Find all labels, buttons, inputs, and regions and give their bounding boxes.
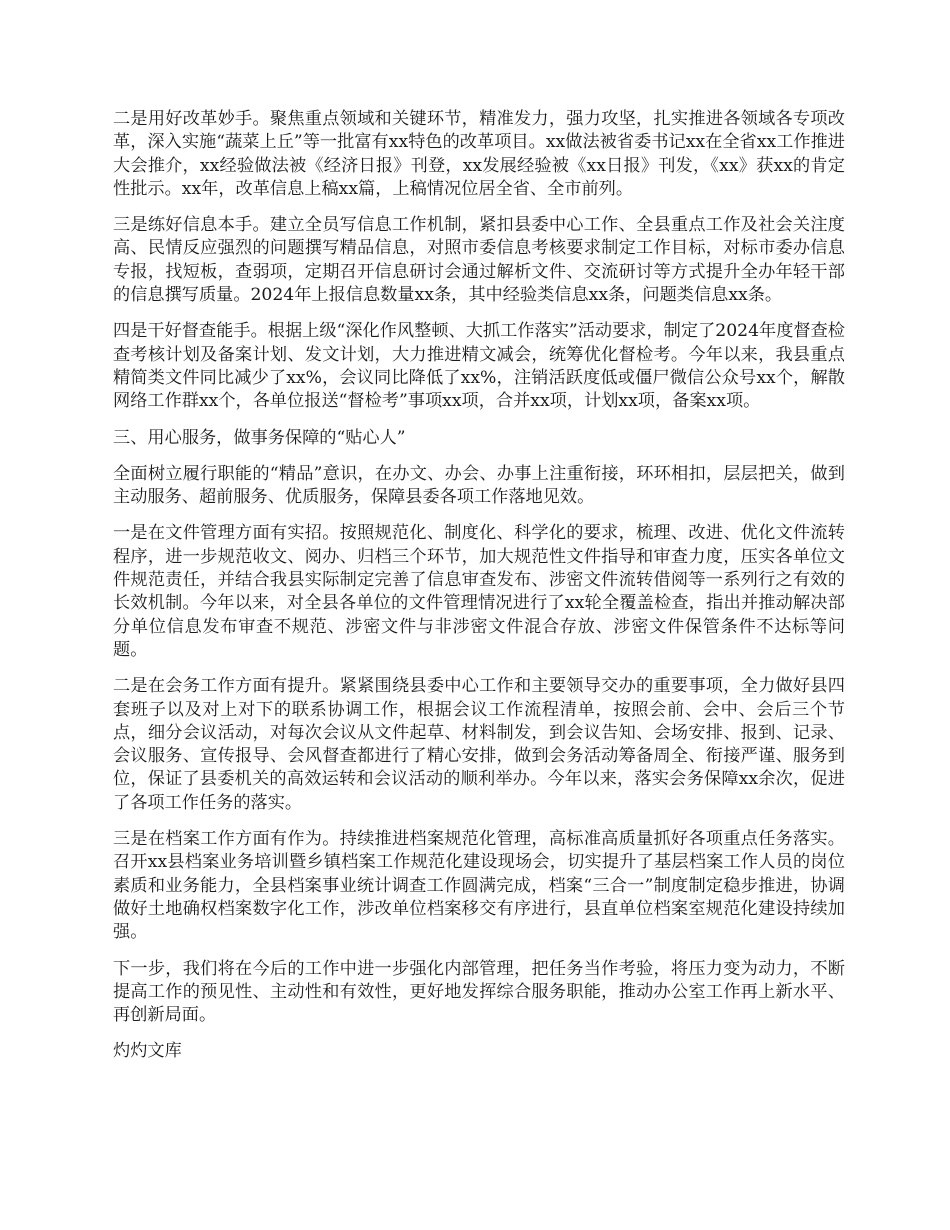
paragraph-supervision: 四是干好督查能手。根据上级“深化作风整顿、大抓工作落实”活动要求，制定了2024年度督查检查考核计划及备案计划、发文计划，大力推进精文减会，统筹优化督检考。今年以来，我县重点精简类文件同比减少了xx%，会议同比降低了xx%，注销活跃度低或僵尸微信公众号xx个，解散网络工作群xx个，各单位报送“督检考”事项xx项，合并xx项，计划xx项，备案xx项。: [113, 321, 845, 412]
section-heading-service: 三、用心服务，做事务保障的“贴心人”: [113, 427, 406, 448]
footer-source: 灼灼文库: [113, 1041, 182, 1062]
paragraph-next-steps: 下一步，我们将在今后的工作中进一步强化内部管理，把任务当作考验，将压力变为动力，不断提高工作的预见性、主动性和有效性，更好地发挥综合服务职能，推动办公室工作再上新水平、再创新局面。: [113, 958, 845, 1026]
paragraph-service-intro: 全面树立履行职能的“精品”意识，在办文、办会、办事上注重衔接，环环相扣，层层把关，做到主动服务、超前服务、优质服务，保障县委各项工作落地见效。: [113, 463, 845, 508]
document-page: [113, 108, 845, 1077]
paragraph-reform: 二是用好改革妙手。聚焦重点领域和关键环节，精准发力，强力攻坚，扎实推进各领域各专项改革，深入实施“蔬菜上丘”等一批富有xx特色的改革项目。xx做法被省委书记xx在全省xx工作推进大会推介，xx经验做法被《经济日报》刊登，xx发展经验被《xx日报》刊发，《xx》获xx的肯定性批示。xx年，改革信息上稿xx篇，上稿情况位居全省、全市前列。: [113, 109, 845, 199]
paragraph-archives: 三是在档案工作方面有作为。持续推进档案规范化管理，高标准高质量抓好各项重点任务落实。召开xx县档案业务培训暨乡镇档案工作规范化建设现场会，切实提升了基层档案工作人员的岗位素质和业务能力，全县档案事业统计调查工作圆满完成，档案“三合一”制度制定稳步推进，协调做好土地确权档案数字化工作，涉改单位档案移交有序进行，县直单位档案室规范化建设持续加强。: [113, 829, 845, 943]
paragraph-information: 三是练好信息本手。建立全员写信息工作机制，紧扣县委中心工作、全县重点工作及社会关注度高、民情反应强烈的问题撰写精品信息，对照市委信息考核要求制定工作目标，对标市委办信息专报，找短板，查弱项，定期召开信息研讨会通过解析文件、交流研讨等方式提升全办年轻干部的信息撰写质量。2024年上报信息数量xx条，其中经验类信息xx条，问题类信息xx条。: [113, 215, 845, 306]
paragraph-document-management: 一是在文件管理方面有实招。按照规范化、制度化、科学化的要求，梳理、改进、优化文件流转程序，进一步规范收文、阅办、归档三个环节，加大规范性文件指导和审查力度，压实各单位文件规范责任，并结合我县实际制定完善了信息审查发布、涉密文件流转借阅等一系列行之有效的长效机制。今年以来，对全县各单位的文件管理情况进行了xx轮全覆盖检查，指出并推动解决部分单位信息发布审查不规范、涉密文件与非涉密文件混合存放、涉密文件保管条件不达标等问题。: [113, 523, 845, 660]
paragraph-meeting-affairs: 二是在会务工作方面有提升。紧紧围绕县委中心工作和主要领导交办的重要事项，全力做好县四套班子以及对上对下的联系协调工作，根据会议工作流程清单，按照会前、会中、会后三个节点，细分会议活动，对每次会议从文件起草、材料制发，到会议告知、会场安排、报到、记录、会议服务、宣传报导、会风督查都进行了精心安排，做到会务活动筹备周全、衔接严谨、服务到位，保证了县委机关的高效运转和会议活动的顺利举办。今年以来，落实会务保障xx余次，促进了各项工作任务的落实。: [113, 676, 845, 813]
